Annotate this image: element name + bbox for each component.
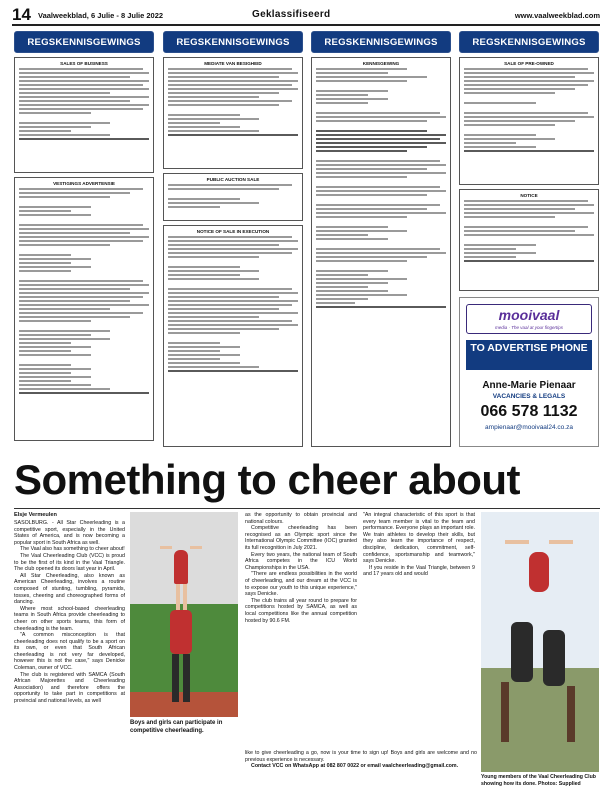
article-paragraph: SASOLBURG. - All Star Cheerleading is a competitive sport, especially in the United States of America, and is now becoming a popular sport in South Africa as well. <box>14 520 125 546</box>
article-paragraph: Where most school-based cheerleading teams in South Africa provide cheerleading to cheer on other sports teams, this form of cheerleading is the team. <box>14 605 125 632</box>
contact-email[interactable]: ampienaar@mooivaal24.co.za <box>485 424 573 431</box>
notice-title: PUBLIC AUCTION SALE <box>206 177 260 182</box>
article-column-1 <box>14 520 125 705</box>
classified-column-3 <box>311 31 451 449</box>
article-paragraph: as the opportunity to obtain provincial and national colours. <box>245 512 357 525</box>
masthead <box>12 6 600 26</box>
contact-name: Anne-Marie Pienaar <box>482 380 576 391</box>
notice-title: VESTIGINGS ADVERTENSIE <box>53 181 115 186</box>
website-link[interactable]: www.vaalweekblad.com <box>514 11 600 20</box>
classified-column-2 <box>163 31 303 449</box>
headline-rule <box>14 508 600 509</box>
contact-phone[interactable]: 066 578 1132 <box>480 403 578 420</box>
contact-department: VACANCIES & LEGALS <box>492 393 566 400</box>
legal-notice <box>459 57 599 185</box>
classified-column-1 <box>14 31 154 449</box>
legal-notices-banner: REGSKENNISGEWINGS <box>459 31 599 53</box>
notice-title: MEDIATE VAN BESIGHEID <box>204 61 262 66</box>
logo-tagline: media · The vaal at your fingertips <box>494 325 564 330</box>
notice-title: KENNISGEWING <box>362 61 400 66</box>
article-paragraph: "There are endless possibilities in the world of cheerleading, and our dream at the VCC is to expose our youth to this unique experience," says Denicke. <box>245 571 357 598</box>
article-paragraph: "An integral characteristic of this sport is that every team member is vital to the team and performance. Everyone plays an important role. We train athletes to develop their skills, but they also learn the importance of respect, discipline, dedication, commitment, self-confidence, sportsmanship and teamwork," says Denicke. <box>363 512 475 565</box>
legal-notice <box>459 189 599 291</box>
logo-wordmark: mooivaal <box>498 307 560 323</box>
legal-notices-banner: REGSKENNISGEWINGS <box>14 31 154 53</box>
photo-caption-2: Young members of the Vaal Cheerleading Club showing how its done. Photos: Supplied <box>481 774 596 787</box>
article-paragraph: Competitive cheerleading has been recognised as an Olympic sport since the International Olympic Committee (IOC) granted its full recognition in July 2021. <box>245 525 357 551</box>
article-closing <box>245 750 477 770</box>
article-paragraph: The Vaal also has something to cheer about! <box>20 546 125 553</box>
legal-notices-banner: REGSKENNISGEWINGS <box>163 31 303 53</box>
article-paragraph: The club trains all year round to prepare for competitions hosted by SAMCA, as well as local competitions like the annual competition hosted by 90.6 FM. <box>245 597 357 624</box>
article-column-4 <box>363 512 475 578</box>
legal-notice <box>163 173 303 221</box>
classified-column-4 <box>459 31 599 449</box>
article-paragraph: All Star Cheerleading, also known as American Cheerleading, involves a routine composed of stunting, tumbling, pyramids, tosses, cheering and choreographed forms of dancing. <box>14 572 125 606</box>
section-title: Geklassifiseerd <box>252 9 331 20</box>
article-paragraph: Every two years, the national team of South Africa competes in the ICU World Championships in the USA. <box>245 551 357 571</box>
photo-caption-1: Boys and girls can participate in competitive cheerleading. <box>130 720 223 734</box>
legal-notice <box>163 57 303 169</box>
legal-notice <box>14 177 154 441</box>
notice-title: SALES OF BUSINESS <box>60 61 108 66</box>
legal-notices-banner: REGSKENNISGEWINGS <box>311 31 451 53</box>
article-contact[interactable]: Contact VCC on WhatsApp at 082 807 0022 or email vaalcheerleading@gmail.com. <box>251 763 459 770</box>
notice-title: NOTICE OF SALE IN EXECUTION <box>196 229 270 234</box>
advertise-band: TO ADVERTISE PHONE <box>466 340 592 370</box>
legal-notice <box>163 225 303 447</box>
notice-title: SALE OF PRE-OWNED <box>504 61 554 66</box>
article-headline: Something to cheer about <box>14 456 521 503</box>
mooivaal-media-logo <box>466 304 592 334</box>
article-paragraph: If you reside in the Vaal Triangle, between 9 and 17 years old and would <box>363 564 475 578</box>
legal-notice <box>311 57 451 447</box>
advertise-phone-ad[interactable] <box>459 297 599 447</box>
cheerleader-stunt-photo <box>130 512 238 717</box>
byline: Elsje Vermeulen <box>14 512 57 518</box>
page-number: 14 <box>12 5 31 24</box>
article-column-3 <box>245 512 357 624</box>
article-paragraph: like to give cheerleading a go, now is your time to sign up! Boys and girls are welcome and no previous experience is necessary. <box>245 750 477 763</box>
article-paragraph: "A common misconception is that cheerleading does not qualify to be a sport on its own, or even that South African cheerleading is not very far developed, however this is not the case," says Denicke Coleman, owner of VCC. <box>14 632 125 672</box>
publication-date: Vaalweekblad, 6 Julie - 8 Julie 2022 <box>38 11 164 20</box>
article-paragraph: The club is registered with SAMCA (South African Majorettes and Cheerleading Association) and therefore offers the opportunity to take part in competitions at provincial and national levels, as well <box>14 671 125 705</box>
article-paragraph: The Vaal Cheerleading Club (VCC) is proud to be the first of its kind in the Vaal Triangle. The club opened its doors last year in April. <box>14 552 125 573</box>
legal-notice <box>14 57 154 173</box>
notice-title: NOTICE <box>520 193 538 198</box>
cheerleaders-group-photo <box>481 512 599 772</box>
